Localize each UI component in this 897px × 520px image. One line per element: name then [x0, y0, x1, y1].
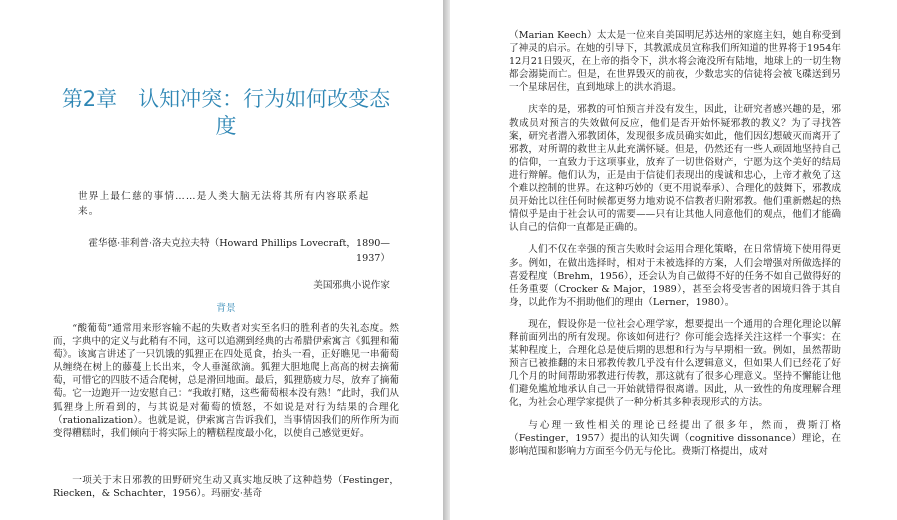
body-paragraph: 现在，假设你是一位社会心理学家，想要提出一个通用的合理化理论以解释前面列出的所有发现。你该如何进行？你可能会选择关注这样一个事实：在某种程度上，合理化总是使后期的思想和行为与早期相一致。例如，虽然帮助预言已被推翻的末日邪教传教几乎没有什么逻辑意义，但如果人们已经花了好几个月的时间帮助邪教进行传教，那这就有了很多心理意义。坚持不懈能让他们避免尴尬地承认自己一开始就错得很离谱。因此，从一致性的角度理解合理化，为社会心理学家提供了一种分析其多种表现形式的方法。 — [509, 318, 841, 409]
epigraph-attribution-name: 霍华德·菲利普·洛夫克拉夫特（Howard Phillips Lovecraft，1890—1937） — [88, 238, 390, 264]
body-paragraph: （Marian Keech）太太是一位来自美国明尼苏达州的家庭主妇，她自称受到了神灵的启示。在她的引导下，其教派成员宣称我们所知道的世界将于1954年12月21日毁灭，在上帝的指令下，洪水将会淹没所有陆地，地球上的一切生物都会溺毙而亡。但是，在世界毁灭的前夜，少数忠实的信徒将会被飞碟送到另一个星球居住，直到地球上的洪水消退。 — [509, 30, 841, 94]
body-text-block — [509, 29, 841, 467]
epigraph-attribution-role: 美国邪典小说作家 — [313, 280, 390, 291]
right-page — [450, 0, 897, 520]
left-page — [0, 0, 443, 520]
chapter-title: 第2章 认知冲突：行为如何改变态度 — [61, 87, 391, 138]
body-paragraph: 人们不仅在幸强的预言失败时会运用合理化策略，在日常情境下使用得更多。例如，在做出选择时，相对于未被选择的方案，人们会增强对所做选择的喜爱程度（Brehm，1956），还会认为自己做得不好的任务不如自己做得好的任务重要（Crocker & Major，1989），甚至会将受害者的困境归咎于其自身，以此作为不捐助他们的理由（Lerner，1980）。 — [509, 244, 841, 308]
epigraph-quote: 世界上最仁慈的事情……是人类大脑无法将其所有内容联系起来。 — [78, 191, 370, 217]
body-paragraph: 一项关于末日邪教的田野研究生动又真实地反映了这种趋势（Festinger，Riecken，& Schachter，1956）。玛丽安·基奇 — [53, 475, 399, 500]
body-paragraph: 庆幸的是，邪教的可怕预言并没有发生，因此，让研究者感兴趣的是，邪教成员对预言的失效做何反应，他们是否开始怀疑邪教的教义？为了寻找答案，研究者潜入邪教团体，发现很多成员确实如此，他们因幻想破灭而离开了邪教，对所谓的救世主从此充满怀疑。但是，仍然还有一些人顽固地坚持自己的信仰，一直致力于这项事业，放弃了一切世俗财产，宁愿为这个美好的结局进行辩解。他们认为，正是由于信徒们表现出的虔诚和忠心，上帝才赦免了这个难以控制的世界。在这种巧妙的（更不用说奉承）、合理化的鼓舞下，邪教成员开始比以往任何时候都更努力地劝说不信教者归附邪教。他们重新燃起的热情似乎是由于社会认可的需要——只有让其他人同意他们的观点，他们才能确认自己的信仰一直都是正确的。 — [509, 104, 841, 234]
book-gutter — [443, 0, 450, 520]
body-text-block — [53, 322, 399, 440]
section-heading: 背景 — [216, 303, 236, 314]
body-text-block — [53, 474, 399, 500]
body-paragraph: 与心理一致性相关的理论已经提出了很多年，然而，费斯汀格（Festinger，1957）提出的认知失调（cognitive dissonance）理论，在影响范围和影响力方面至今仍无与伦比。费斯汀格提出，成对 — [509, 419, 841, 457]
body-paragraph: “酸葡萄”通常用来形容输不起的失败者对实至名归的胜利者的失礼态度。然而，字典中的定义与此稍有不同，这可以追溯到经典的古希腊伊索寓言《狐狸和葡萄》。该寓言讲述了一只饥饿的狐狸正在四处觅食，抬头一看，正好瞧见一串葡萄从缠绕在树上的藤蔓上长出来，令人垂涎欲滴。狐狸大胆地爬上高高的树去摘葡萄，可惜它的四肢不适合爬树，总是滑回地面。最后，狐狸筋疲力尽，放弃了摘葡萄。它一边跑开一边安慰自己：“我敢打赌，这些葡萄根本没有熟！”此时，我们从狐狸身上所看到的，与其说是对葡萄的愤怒，不如说是对行为结果的合理化（rationalization）。也就是说，伊索寓言告诉我们，当事情因我们的所作所为而变得糟糕时，我们倾向于将实际上的糟糕程度最小化，以使自己感觉更好。 — [53, 323, 399, 439]
